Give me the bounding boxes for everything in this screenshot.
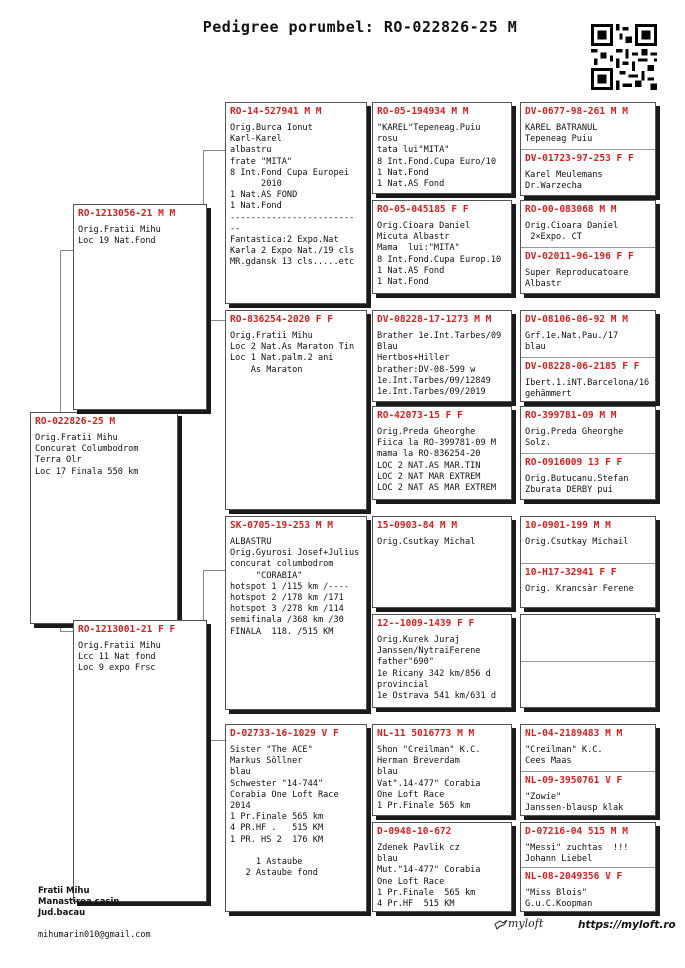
pigeon-details: "Messi" zuchtas !!! Johann Liebel	[525, 843, 629, 865]
ring-number: RO-0916009 13 F F	[525, 457, 623, 468]
connector-line	[60, 623, 61, 631]
pigeon-details: Orig.Butucanu.Stefan Zburata DERBY pui	[525, 474, 629, 496]
ring-number: NL-09-3950761 V F	[525, 775, 623, 786]
sire-card[interactable]	[73, 204, 207, 410]
subject-card[interactable]	[30, 412, 178, 624]
ring-number: RO-1213056-21 M M	[78, 208, 176, 219]
pigeon-details: "KAREL"Tepeneag.Puiu rosu tata lui"MITA" 8 Int.Fond.Cupa Euro/10 1 Nat.Fond 1 Nat.AS Fond	[377, 123, 496, 190]
ring-number: RO-836254-2020 F F	[230, 314, 333, 325]
pigeon-details: Orig.Kurek Juraj Janssen/NytraiFerene father"690" 1e Ricany 342 km/856 d provincial 1e Ostrava 541 km/631 d	[377, 635, 496, 702]
pigeon-details: KAREL BATRANUL Tepeneag Puiu	[525, 123, 598, 145]
grandparent-card[interactable]	[225, 724, 367, 912]
pigeon-details: Orig.Fratii Mihu Loc 2 Nat.As Maraton Tin Loc 1 Nat.palm.2 ani As Maraton	[230, 331, 355, 375]
ring-number: RO-00-083068 M M	[525, 204, 617, 215]
ring-number: DV-0677-98-261 M M	[525, 106, 628, 117]
ring-number: D-07216-04 515 M M	[525, 826, 628, 837]
pigeon-logo-icon	[494, 917, 508, 931]
pigeon-details: Orig.Preda Gheorghe Solz.	[525, 427, 624, 449]
ggg-parents-card[interactable]	[520, 310, 656, 402]
ring-number: RO-022826-25 M	[35, 416, 116, 427]
pigeon-details: Orig.Burca Ionut Karl-Karel albastru frate "MITA" 8 Int.Fond Cupa Europei 2010 1 Nat.AS FOND 1 Nat.Fond ------------------------ -- Fantastica:2 Expo.Nat Karla 2 Expo Nat./19 cls MR.gdansk 13 cls.....etc	[230, 123, 355, 268]
pigeon-details: Karel Meulemans Dr.Warzecha	[525, 170, 603, 192]
great-grandparent-card[interactable]	[372, 516, 512, 608]
ring-number: RO-14-527941 M M	[230, 106, 322, 117]
ring-number: RO-05-194934 M M	[377, 106, 469, 117]
ring-number: RO-399781-09 M M	[525, 410, 617, 421]
page-title: Pedigree porumbel: RO-022826-25 M	[202, 18, 518, 36]
ring-number: RO-1213001-21 F F	[78, 624, 176, 635]
ring-number: NL-11 5016773 M M	[377, 728, 475, 739]
pigeon-details: Ibert.1.iNT.Barcelona/16 gehämmert	[525, 378, 650, 400]
great-grandparent-card[interactable]	[372, 310, 512, 402]
ring-number: D-02733-16-1029 V F	[230, 728, 339, 739]
pigeon-details: Super Reproducatoare Albastr	[525, 268, 629, 290]
dam-card[interactable]	[73, 620, 207, 902]
website-link[interactable]: https://myloft.ro	[578, 919, 676, 931]
pigeon-details: ALBASTRU Orig.Gyurosi Josef+Julius concurat columbodrom "CORABIA" hotspot 1 /115 km /---- hotspot 2 /178 km /171 hotspot 3 /278 km /114 semifinala /368 km /30 FINALA 118. /515 KM	[230, 537, 360, 637]
great-grandparent-card[interactable]	[372, 614, 512, 708]
great-grandparent-card[interactable]	[372, 200, 512, 294]
grandparent-card[interactable]	[225, 516, 367, 710]
pigeon-details: "Zowie" Janssen-blausp klak	[525, 792, 624, 814]
great-grandparent-card[interactable]	[372, 822, 512, 912]
grandparent-card[interactable]	[225, 102, 367, 304]
pigeon-details: Brather 1e.Int.Tarbes/09 Blau Hertbos+Hiller brather:DV-08-599 w 1e.Int.Tarbes/09/12849 1e.Int.Tarbes/09/2019	[377, 331, 502, 398]
pigeon-details: "Miss Blois" G.u.C.Koopman	[525, 888, 593, 910]
ggg-parents-card[interactable]	[520, 822, 656, 912]
ring-number: NL-04-2189483 M M	[525, 728, 623, 739]
pigeon-details: Orig.Preda Gheorghe Fiica la RO-399781-09 M mama la RO-836254-20 LOC 2 NAT.AS MAR.TIN LOC 2 NAT MAR EXTREM LOC 2 NAT AS MAR EXTREM	[377, 427, 496, 494]
great-grandparent-card[interactable]	[372, 724, 512, 816]
pigeon-details: Sister "The ACE" Markus Söllner blau Schwester "14-744" Corabia One Loft Race 2014 1 Pr.Finale 565 km 4 PR.HF . 515 KM 1 PR. HS 2 176 KM 1 Astaube 2 Astaube fond	[230, 745, 339, 879]
pigeon-details: Grf.1e.Nat.Pau./17 blau	[525, 331, 619, 353]
owner-email[interactable]: mihumarin010@gmail.com	[38, 930, 151, 940]
ring-number: DV-02011-96-196 F F	[525, 251, 634, 262]
pigeon-details: Orig.Csutkay Michal	[377, 537, 476, 547]
ring-number: 10-H17-32941 F F	[525, 567, 617, 578]
pigeon-details: "Creilman" K.C. Cees Maas	[525, 745, 603, 767]
ring-number: D-0948-10-672	[377, 826, 452, 837]
pigeon-details: Orig.Fratii Mihu Loc 19 Nat.Fond	[78, 225, 161, 247]
pigeon-details: Orig.Fratii Mihu Lcc 11 Nat fond Loc 9 expo Frsc	[78, 641, 161, 674]
pigeon-details: Orig.Cioara Daniel Micuta Albastr Mama lui:"MITA" 8 Int.Fond.Cupa Europ.10 1 Nat.AS Fond 1 Nat.Fond	[377, 221, 502, 288]
ring-number: DV-08228-17-1273 M M	[377, 314, 492, 325]
ring-number: DV-08228-06-2185 F F	[525, 361, 640, 372]
ggg-parents-card[interactable]	[520, 724, 656, 816]
ggg-parents-card[interactable]	[520, 406, 656, 500]
myloft-logo: myloft	[508, 917, 544, 930]
connector-line	[203, 570, 225, 571]
ring-number: RO-42073-15 F F	[377, 410, 463, 421]
pigeon-details: Orig.Csutkay Michail	[525, 537, 629, 547]
ggg-parents-card[interactable]	[520, 614, 656, 708]
ring-number: 10-0901-199 M M	[525, 520, 611, 531]
ring-number: SK-0705-19-253 M M	[230, 520, 333, 531]
ring-number: 12--1009-1439 F F	[377, 618, 475, 629]
pigeon-details: Orig.Fratii Mihu Concurat Columbodrom Terra Olr Loc 17 Finala 550 km	[35, 433, 139, 477]
ring-number: DV-08106-06-92 M M	[525, 314, 628, 325]
grandparent-card[interactable]	[225, 310, 367, 510]
ggg-parents-card[interactable]	[520, 200, 656, 294]
pigeon-details: Orig. Krancsàr Ferene	[525, 584, 634, 594]
pigeon-details: Zdenek Pavlik cz blau Mut."14-477" Corabia One Loft Race 1 Pr.Finale 565 km 4 Pr.HF 515 KM	[377, 843, 481, 910]
ring-number: 15-0903-84 M M	[377, 520, 458, 531]
qr-code	[591, 24, 657, 90]
great-grandparent-card[interactable]	[372, 406, 512, 500]
owner-info: Fratii Mihu Manastirea casin Jud.bacau	[38, 886, 120, 918]
pigeon-details: Shon "Creilman" K.C. Herman Breverdam blau Vat".14-477" Corabia One Loft Race 1 Pr.Finale 565 km	[377, 745, 481, 812]
ggg-parents-card[interactable]	[520, 516, 656, 608]
ring-number: RO-05-045185 F F	[377, 204, 469, 215]
pigeon-details: Orig.Cioara Daniel 2×Expo. CT	[525, 221, 619, 243]
connector-line	[60, 631, 74, 632]
great-grandparent-card[interactable]	[372, 102, 512, 194]
ring-number: DV-01723-97-253 F F	[525, 153, 634, 164]
connector-line	[60, 250, 74, 251]
ggg-parents-card[interactable]	[520, 102, 656, 196]
ring-number: NL-08-2049356 V F	[525, 871, 623, 882]
connector-line	[203, 150, 225, 151]
connector-line	[60, 250, 61, 412]
